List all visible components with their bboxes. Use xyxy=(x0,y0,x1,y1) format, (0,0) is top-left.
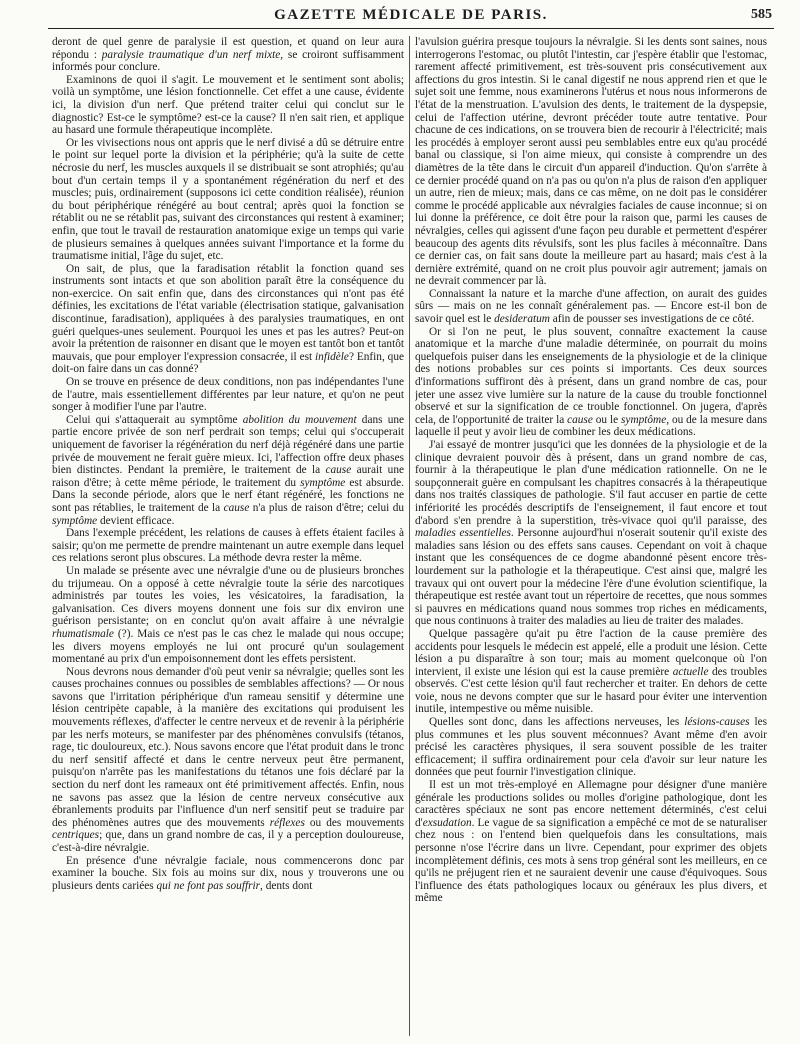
paragraph: Or les vivisections nous ont appris que le nerf divisé a dû se détruire entre le point sur lequel porte la division et la périphérie; qu'à la suite de cette nécrosie du nerf, les muscles auxquels il se distribuait se sont atrophiés; qu'au bout d'un certain temps il y a spontanément régénération du nerf et des muscles; puis, ordinairement (supposons ici cette condition réalisée), réunion du bout périphérique rénégéré au bout central; après quoi la fonction se rétablit ou ne se rétablit pas, suivant des circonstances qui restent à examiner; enfin, que tout le travail de restauration anatomique exige un temps qui varie de plusieurs semaines à quelques années suivant l'importance et la forme du traumatisme initial, l'âge du sujet, etc. xyxy=(52,136,404,263)
left-column xyxy=(52,36,404,1042)
paragraph: On sait, de plus, que la faradisation rétablit la fonction quand ses instruments sont intacts et que son abolition paraît être la conséquence du non-exercice. On sait enfin que, dans des circonstances qui n'ont pas été définies, les excitations de l'état variable (électrisation statique, galvanisation discontinue, faradisation), appliquées à des paralysies traumatiques, en ont guéri quelques-unes seulement. Pourquoi les unes et pas les autres? Peut-on avoir la prétention de raisonner en disant que le moyen est tantôt bon et tantôt mauvais, que pour employer l'expression consacrée, il est infidèle? Enfin, que doit-on faire dans un cas donné? xyxy=(52,262,404,376)
journal-title: GAZETTE MÉDICALE DE PARIS. xyxy=(274,7,548,23)
paragraph: On se trouve en présence de deux conditions, non pas indépendantes l'une de l'autre, mais essentiellement différentes par leur nature, et qu'on ne peut songer à modifier l'une par l'autre. xyxy=(52,376,404,414)
paragraph: Examinons de quoi il s'agit. Le mouvement et le sentiment sont abolis; voilà un symptôme, une lésion fonctionnelle. Cet effet a une cause, évidente ici, la division d'un nerf. Que prétend traiter celui qui conclut sur le diagnostic? Est-ce le symptôme? est-ce la cause? Il n'en sait rien, et applique au hasard une formule thérapeutique incomplète. xyxy=(52,73,404,137)
paragraph: Un malade se présente avec une névralgie d'une ou de plusieurs bronches du trijumeau. On a opposé à cette névralgie toute la série des narcotiques administrés par toutes les voies, les vésicatoires, la faradisation, la galvanisation. Ces divers moyens donnent une fois sur dix environ une guérison persistante; on en conclut qu'on avait affaire à une névralgie rhumatismale (?). Mais ce n'est pas le cas chez le malade qui nous occupe; les divers moyens employés ne lui ont procuré qu'un soulagement momentané au prix d'un empoisonnement dont les effets persistent. xyxy=(52,564,404,666)
paragraph: J'ai essayé de montrer jusqu'ici que les données de la physiologie et de la clinique devraient pouvoir dès à présent, dans un grand nombre de cas, fournir à la thérapeutique le plan d'une médication rationnelle. On ne le soupçonnerait guère en compulsant les chapitres consacrés à la thérapeutique dans nos traités classiques de pathologie. S'il faut accuser en partie de cette infériorité les procédés descriptifs de l'enseignement, il faut encore et tout d'abord s'en prendre à la superstition, très-vivace quoi qu'il paraisse, des maladies essentielles. Personne aujourd'hui n'oserait soutenir qu'il existe des maladies sans lésion ou des effets sans causes. Cependant on voit à chaque instant que les conséquences de ce dogme abandonné pèsent encore très-lourdement sur la pathologie et la thérapeutique. C'est ainsi que, malgré les travaux qui ont ouvert pour la médecine l'ère d'une évolution scientifique, la thérapeutique est restée avant tout un répertoire de recettes, que nous sommes si pauvres en médications quand nous sommes trop riches en médicaments, que nous continuons à traiter des maladies au lieu de traiter des malades. xyxy=(415,439,767,628)
right-column xyxy=(415,36,767,1042)
paragraph: Celui qui s'attaquerait au symptôme abolition du mouvement dans une partie encore privée de son nerf perdrait son temps; celui qui s'occuperait uniquement de favoriser la régénération du nerf déjà régénéré dans une partie privée de mouvement ne ferait guère mieux. Ici, l'affection offre deux phases bien distinctes. Pendant la première, le traitement de la cause aurait une raison d'être; à cette même période, le traitement du symptôme est absurde. Dans la seconde période, alors que le nerf étant régénéré, les fonctions ne sont pas rétablies, le traitement de la cause n'a plus de raison d'être; celui du symptôme devient efficace. xyxy=(52,413,404,527)
paragraph: Il est un mot très-employé en Allemagne pour désigner d'une manière générale les productions solides ou molles d'origine pathologique, dont les caractères spéciaux ne sont pas encore nettement déterminés, c'est celui d'exsudation. Le vague de sa signification a empêché ce mot de se naturaliser chez nous : on l'entend bien quelquefois dans les consultations, mais personne n'ose l'écrire dans un livre. Cependant, pour exprimer des objets incomplètement définis, ces mots à sens trop général sont les meilleurs, en ce qu'ils ne préjugent rien et ne sauraient devenir une cause d'équivoques. Sous l'influence des états pathologiques locaux ou généraux les plus divers, et même xyxy=(415,779,767,905)
paragraph: Connaissant la nature et la marche d'une affection, on aurait des guides sûrs — mais on ne les connaît généralement pas. — Encore est-il bon de savoir quel est le desideratum afin de pousser ses investigations de ce côté. xyxy=(415,287,767,326)
paragraph: Quelque passagère qu'ait pu être l'action de la cause première des accidents pour lesquels le médecin est appelé, elle a produit une lésion. Cette lésion a pu disparaître à son tour; mais au moment quelconque où l'on intervient, il existe une lésion qui est la cause première actuelle des troubles observés. C'est cette lésion qu'il faut rechercher et traiter. En dehors de cette voie, nous ne devons compter que sur le hasard pour éviter une intervention inutile, intempestive ou même nuisible. xyxy=(415,627,767,716)
paragraph: En présence d'une névralgie faciale, nous commencerons donc par examiner la bouche. Six fois au moins sur dix, nous y trouverons une ou plusieurs dents cariées qui ne font pas souffrir, dents dont xyxy=(52,854,404,892)
column-divider xyxy=(409,36,410,1036)
paragraph: Dans l'exemple précédent, les relations de causes à effets étaient faciles à saisir; qu'on me permette de prendre maintenant un autre exemple dans lequel ces relations seront plus obscures. La méthode devra rester la même. xyxy=(52,527,404,565)
paragraph: Or si l'on ne peut, le plus souvent, connaître exactement la cause anatomique et la marche d'une maladie déterminée, on pourrait du moins quelquefois puiser dans les enseignements de la physiologie et de la clinique des notions probables sur ces points si importants. Ces deux sources d'informations suffiront dès à présent, dans un grand nombre de cas, pour jeter une assez vive lumière sur la nature de la cause du trouble fonctionnel observé et sur la signification de ce trouble fonctionnel. On jugera, d'après cela, de l'opportunité de traiter la cause ou le symptôme, ou de la mesure dans laquelle il peut y avoir lieu de combiner les deux médications. xyxy=(415,325,767,439)
page-number: 585 xyxy=(751,7,772,22)
paragraph: Nous devrons nous demander d'où peut venir sa névralgie; quelles sont les causes prochaines connues ou possibles de semblables affections? — Or nous savons que l'irritation périphérique d'un rameau sensitif y détermine une lésion centripète capable, à la manière des excitations qui produisent les mouvements réflexes, d'affecter le centre nerveux et de revenir à la périphérie par les nerfs moteurs, se manifester par des phénomènes convulsifs (tétanos, rage, tic douloureux, etc.). Nous savons encore que l'état produit dans le tronc du nerf sensitif affecté et dans le centre nerveux peut être permanent, puisqu'on n'arrête pas les manifestations du tétanos une fois déclaré par la section du nerf dont les rameaux ont été primitivement affectés. Enfin, nous ne savons pas assez que la lésion de centre nerveux consécutive aux ébranlements produits par l'influence d'un nerf sensitif peut se traduire par des phénomènes autres que des mouvements réflexes ou des mouvements centriques; que, dans un grand nombre de cas, il y a perception douloureuse, c'est-à-dire névralgie. xyxy=(52,665,404,854)
page-header xyxy=(48,6,774,29)
paragraph: deront de quel genre de paralysie il est question, et quand on leur aura répondu : paralysie traumatique d'un nerf mixte, se croiront suffisamment informés pour conclure. xyxy=(52,36,404,74)
paragraph: Quelles sont donc, dans les affections nerveuses, les lésions-causes les plus communes et les plus souvent méconnues? Avant même d'en avoir précisé les caractères physiques, il sera souvent possible de les traiter efficacement; il suffira ordinairement pour cela d'avoir sur leur nature les données que peut fournir l'investigation clinique. xyxy=(415,716,767,779)
paragraph: l'avulsion guérira presque toujours la névralgie. Si les dents sont saines, nous interrogerons l'estomac, ou plutôt l'intestin, car j'espère établir que l'estomac, rarement affecté primitivement, est très-souvent pris consécutivement aux affections du gros intestin. Si le canal digestif ne nous apprend rien et que le sujet soit une femme, nous examinerons l'utérus et nous nous informerons de l'état de la menstruation. L'avulsion des dents, le traitement de la dyspepsie, celui de l'affection utérine, devront précéder toute autre tentative. Pour chacune de ces indications, on se trouvera bien de recourir à l'électricité; mais les procédés à employer seront aussi peu semblables entre eux qu'au procédé banal ou classique, si l'on aime mieux, qui consiste à comprendre un des diamètres de la tête dans le circuit d'un appareil d'induction. Qu'on s'arrête à ce dernier procédé quand on n'a pas ou qu'on n'a plus de raison d'en appliquer un autre, rien de mieux; mais, dans ce cas même, on ne doit pas le considérer comme le procédé applicable aux névralgies faciales de cause inconnue; si on lui donne la préférence, ce doit être pour la raison que, parmi les causes de névralgies, celles qui agissent d'une façon peu durable et permettent d'espérer beaucoup des agents dits révulsifs, sont les plus faciles à méconnaître. Dans ce dernier cas, on fait sans doute la meilleure part au hasard; mais c'est à la dernière extrémité, quand on ne croit plus pouvoir agir autrement; jamais on ne devrait commencer par là. xyxy=(415,36,767,288)
